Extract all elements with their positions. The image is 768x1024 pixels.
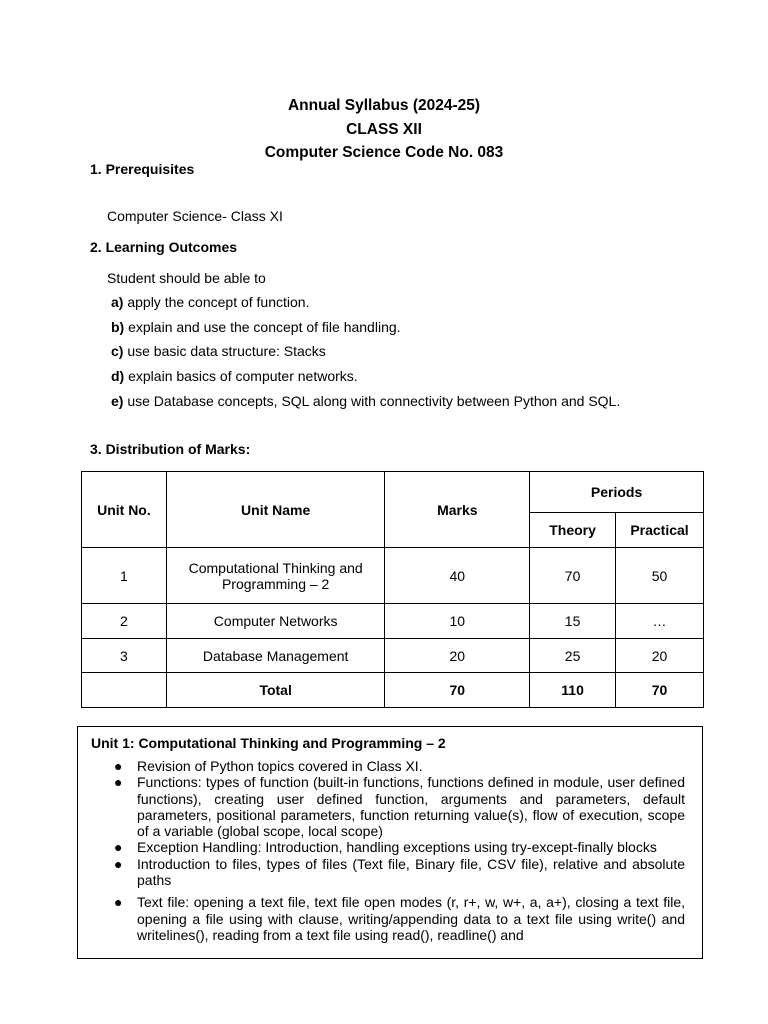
cell-unit-name: Database Management xyxy=(166,639,385,673)
col-header-theory: Theory xyxy=(530,513,616,548)
cell-unit-name: Computer Networks xyxy=(166,604,385,639)
outcome-text: explain and use the concept of file handling. xyxy=(124,318,401,335)
marks-distribution-table xyxy=(81,471,704,708)
subject-title: Computer Science Code No. 083 xyxy=(264,144,504,161)
list-item xyxy=(111,343,620,368)
cell-theory: 25 xyxy=(530,639,616,673)
topic-text: Revision of Python topics covered in Class XI. xyxy=(137,758,423,774)
cell-marks: 40 xyxy=(385,548,530,604)
cell-unit-name: Computational Thinking and Programming – 2 xyxy=(166,548,385,604)
cell-practical: … xyxy=(616,604,704,639)
learning-outcomes-intro: Student should be able to xyxy=(107,270,266,286)
topic-text: Exception Handling: Introduction, handling exceptions using try-except-finally blocks xyxy=(137,839,657,856)
topic-text: Text file: opening a text file, text file open modes (r, r+, w, w+, a, a+), closing a text file, opening a file using with clause, writing/appending data to a text file using write() and writelines(), reading from a text file using read(), readline() and xyxy=(137,894,685,943)
col-header-periods: Periods xyxy=(530,472,704,513)
learning-outcomes-heading: 2. Learning Outcomes xyxy=(90,239,238,255)
outcome-label: b) xyxy=(111,318,125,335)
table-row xyxy=(82,548,704,604)
cell-unit-no: 3 xyxy=(82,639,167,673)
document-title: Annual Syllabus (2024-25) xyxy=(287,97,481,114)
cell-practical: 20 xyxy=(616,639,704,673)
table-total-row xyxy=(82,673,704,708)
cell-total-marks: 70 xyxy=(385,673,530,708)
cell-empty xyxy=(82,673,167,708)
list-item xyxy=(91,856,685,889)
bullet-icon: ● xyxy=(114,894,123,911)
topic-text: Introduction to files, types of files (Text file, Binary file, CSV file), relative and absolute paths xyxy=(137,855,685,889)
outcome-label: c) xyxy=(111,343,124,360)
list-item xyxy=(91,894,685,943)
bullet-icon: ● xyxy=(114,758,123,774)
list-item xyxy=(91,774,685,839)
cell-theory: 70 xyxy=(530,548,616,604)
outcome-label: e) xyxy=(111,392,124,409)
prerequisites-text: Computer Science- Class XI xyxy=(107,208,283,224)
table-row xyxy=(82,639,704,673)
cell-practical: 50 xyxy=(616,548,704,604)
unit1-title: Unit 1: Computational Thinking and Programming – 2 xyxy=(91,735,446,751)
cell-marks: 10 xyxy=(385,604,530,639)
col-header-unit-no: Unit No. xyxy=(82,472,167,548)
outcome-label: d) xyxy=(111,368,125,385)
col-header-marks: Marks xyxy=(385,472,530,548)
cell-total-practical: 70 xyxy=(616,673,704,708)
outcome-text: use Database concepts, SQL along with connectivity between Python and SQL. xyxy=(123,392,621,409)
unit1-topic-list xyxy=(91,758,685,943)
col-header-practical: Practical xyxy=(616,513,704,548)
list-item xyxy=(91,758,685,774)
learning-outcomes-list xyxy=(111,294,620,417)
class-title: CLASS XII xyxy=(346,121,422,138)
list-item xyxy=(111,393,620,418)
table-row xyxy=(82,604,704,639)
outcome-text: use basic data structure: Stacks xyxy=(123,343,326,360)
col-header-unit-name: Unit Name xyxy=(166,472,385,548)
outcome-label: a) xyxy=(111,294,124,310)
bullet-icon: ● xyxy=(114,855,123,872)
distribution-heading: 3. Distribution of Marks: xyxy=(90,441,251,457)
cell-marks: 20 xyxy=(385,639,530,673)
list-item xyxy=(111,319,620,344)
table-header-row xyxy=(82,472,704,513)
topic-text: Functions: types of function (built-in functions, functions defined in module, user defined functions), creating user defined function, arguments and parameters, default parameters, positional parameters, function returning value(s), flow of execution, scope of a variable (global scope, local scope) xyxy=(137,774,685,840)
outcome-text: explain basics of computer networks. xyxy=(124,368,358,385)
prerequisites-heading: 1. Prerequisites xyxy=(90,161,195,177)
unit1-syllabus-box xyxy=(77,726,703,959)
cell-unit-no: 2 xyxy=(82,604,167,639)
cell-total-label: Total xyxy=(166,673,385,708)
outcome-text: apply the concept of function. xyxy=(123,294,310,310)
cell-unit-no: 1 xyxy=(82,548,167,604)
cell-theory: 15 xyxy=(530,604,616,639)
bullet-icon: ● xyxy=(114,774,123,791)
bullet-icon: ● xyxy=(114,839,123,856)
list-item xyxy=(111,368,620,393)
cell-total-theory: 110 xyxy=(530,673,616,708)
list-item xyxy=(111,294,620,319)
list-item xyxy=(91,839,685,855)
